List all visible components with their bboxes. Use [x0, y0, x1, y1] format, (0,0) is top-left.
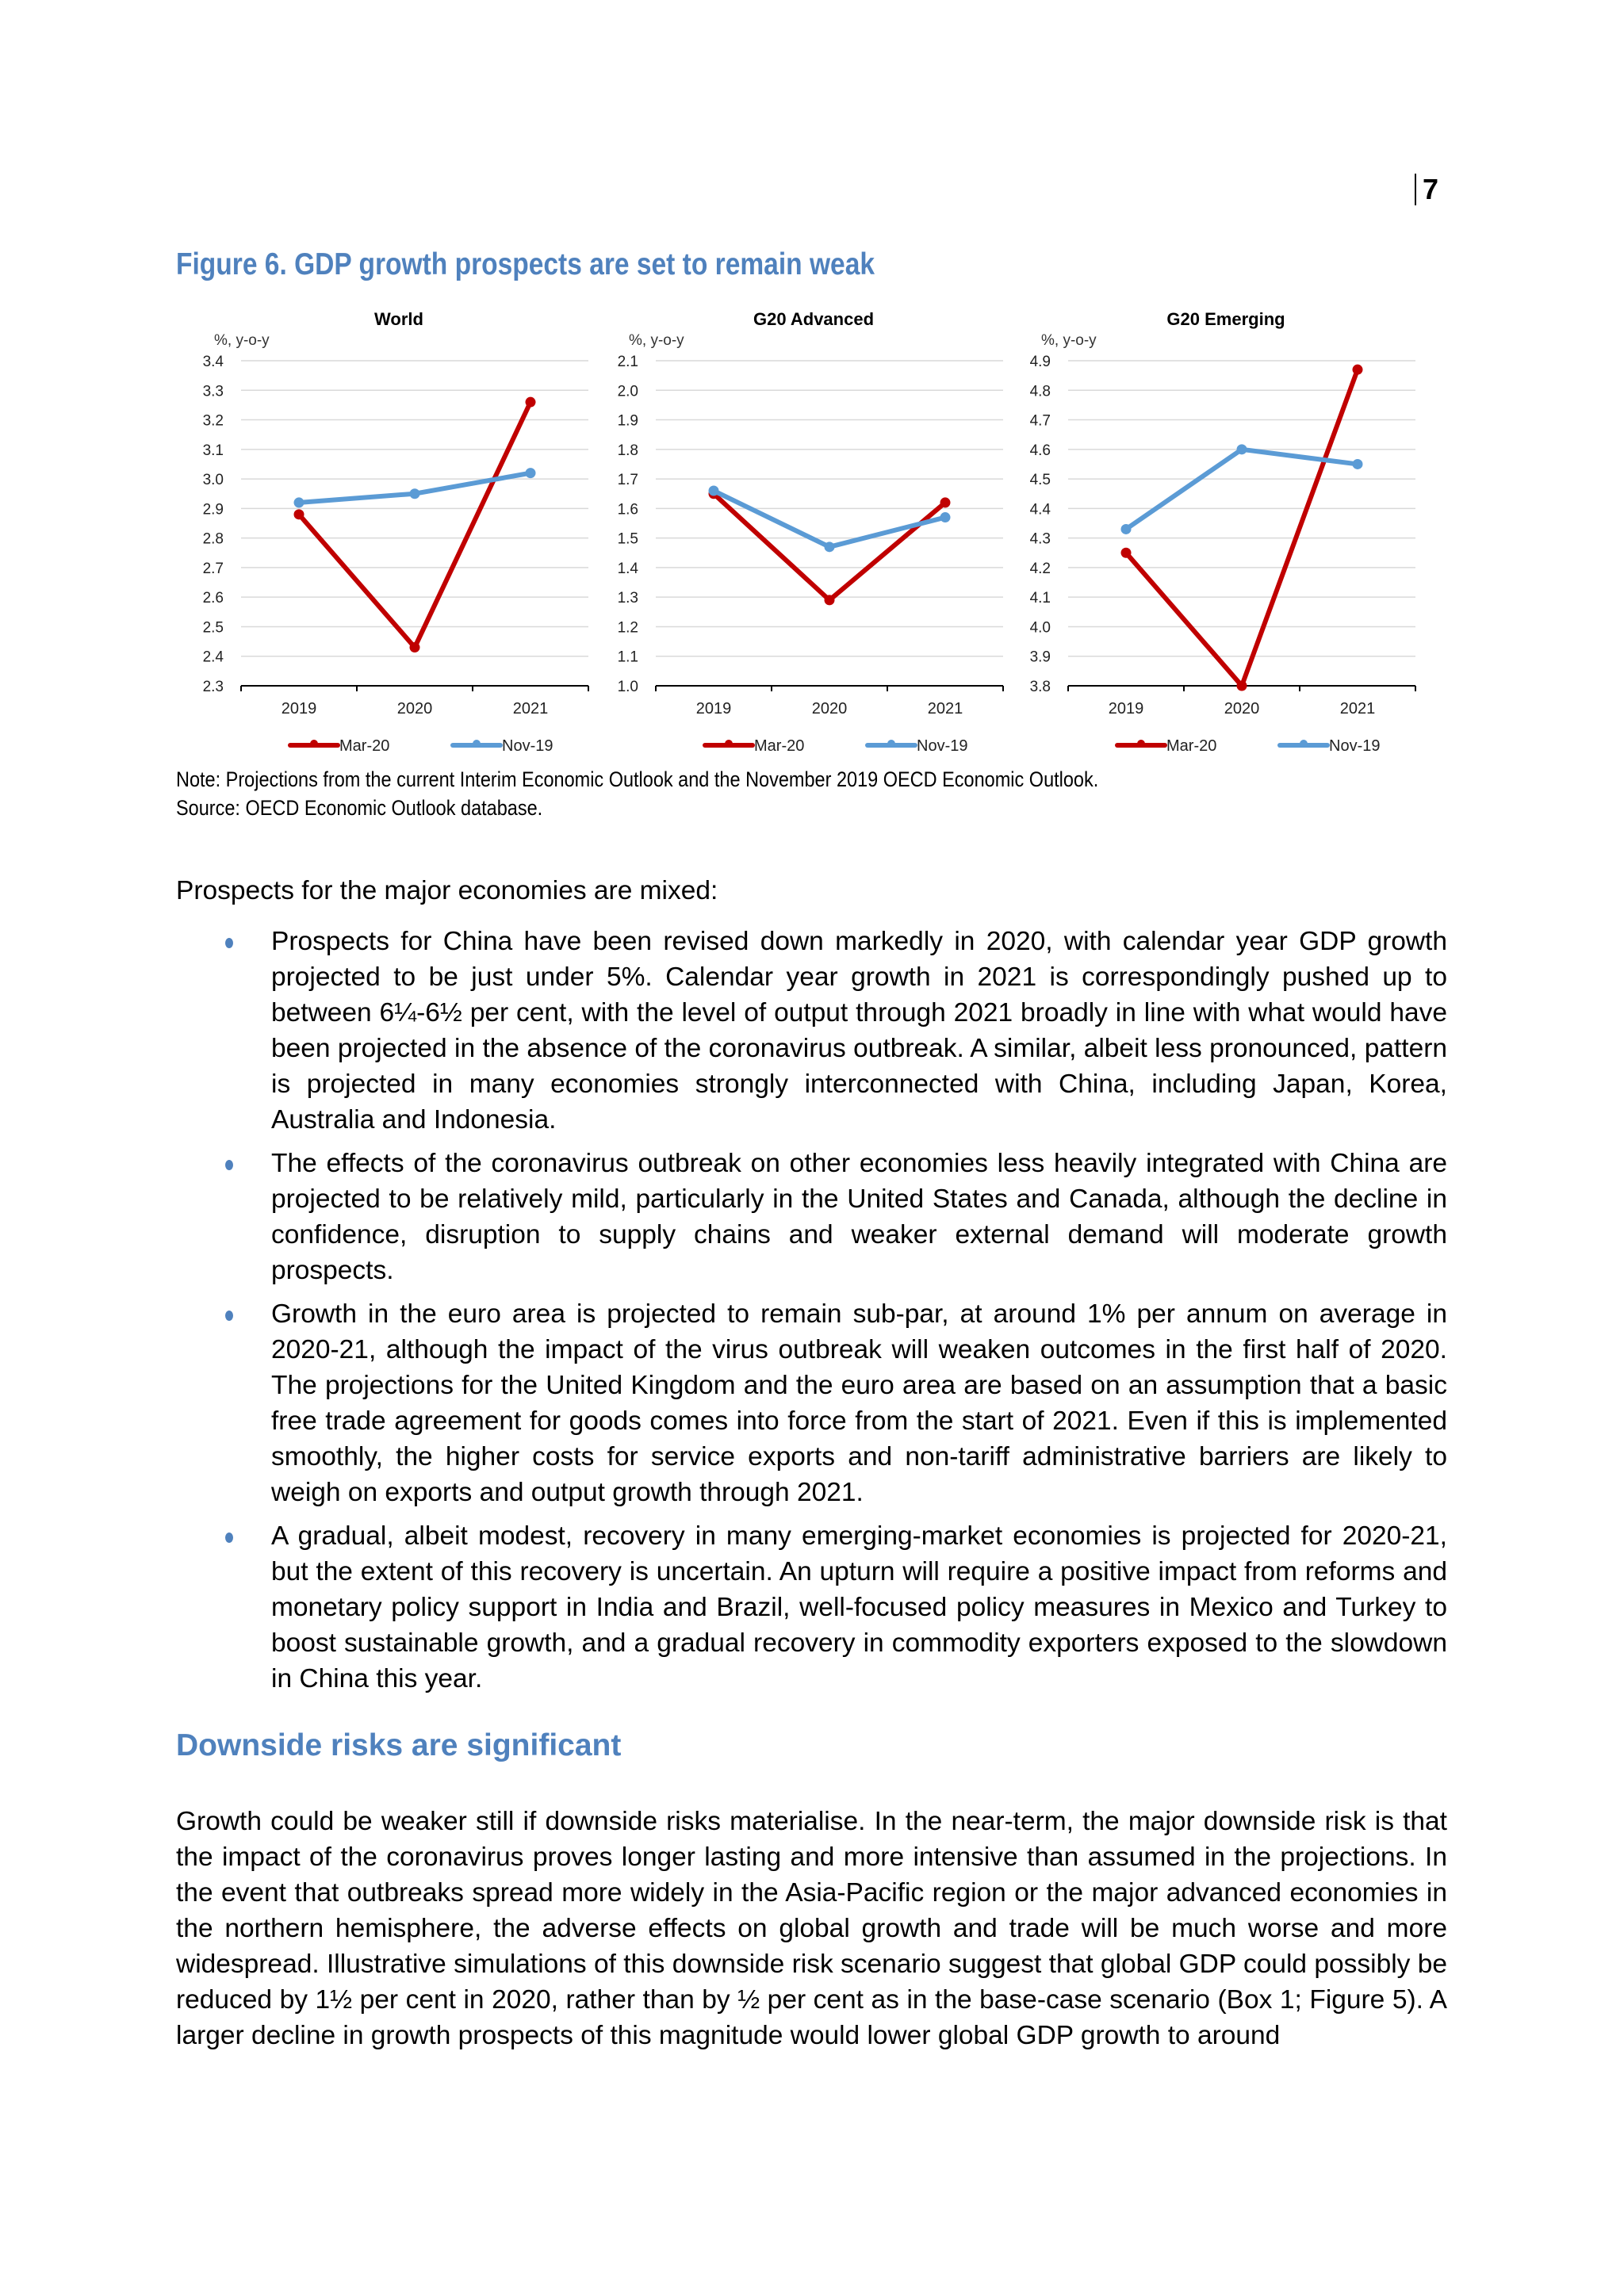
data-point-marker — [526, 397, 536, 408]
y-tick-label: 2.7 — [202, 560, 224, 577]
page-number — [1415, 173, 1438, 206]
chart-title: G20 Emerging — [1166, 309, 1285, 329]
y-tick-label: 2.6 — [202, 590, 224, 607]
y-tick-label: 1.7 — [617, 472, 638, 489]
x-tick-label: 2019 — [281, 700, 317, 718]
svg-text:Mar-20: Mar-20 — [754, 737, 805, 755]
y-tick-label: 3.1 — [202, 442, 224, 459]
data-point-marker — [1353, 365, 1363, 375]
y-tick-label: 1.3 — [617, 590, 638, 607]
legend-item-nov-19 — [1280, 737, 1380, 755]
y-tick-label: 2.4 — [202, 649, 224, 666]
legend-item-nov-19 — [868, 737, 967, 755]
bullet-text: Growth in the euro area is projected to remain sub-par, at around 1% per annum on average in 2020-21, although the impact of the virus outbreak will weaken outcomes in the first half of 2020. The projections for the United Kingdom and the euro area are based on an assumption that a basic free trade agreement for goods comes into force from the start of 2021. Even if this is implemented smoothly, the higher costs for service exports and non-tariff administrative barriers are likely to weigh on exports and output growth through 2021. — [271, 1299, 1447, 1507]
y-tick-label: 4.4 — [1029, 501, 1051, 519]
y-tick-label: 1.1 — [617, 649, 638, 666]
y-tick-label: 4.7 — [1029, 412, 1051, 430]
svg-text:Nov-19: Nov-19 — [917, 737, 968, 755]
bullet-dot-icon — [225, 938, 233, 948]
bullet-text: Prospects for China have been revised down markedly in 2020, with calendar year GDP growth projected to be just under 5%. Calendar year growth in 2021 is correspondingly pushed up to between 6¼-6½ per cent, with the level of output through 2021 broadly in line with what would have been projected in the absence of the coronavirus outbreak. A similar, albeit less pronounced, pattern is projected in many economies strongly interconnected with China, including Japan, Korea, Australia and Indonesia. — [271, 927, 1447, 1135]
y-tick-label: 4.5 — [1029, 472, 1051, 489]
x-tick-label: 2021 — [927, 700, 963, 718]
page-number-value: 7 — [1423, 173, 1439, 205]
svg-text:Nov-19: Nov-19 — [502, 737, 553, 755]
y-tick-label: 4.3 — [1029, 530, 1051, 548]
data-point-marker — [526, 468, 536, 478]
data-point-marker — [825, 595, 835, 605]
chart-g20-emerging — [1003, 301, 1431, 755]
y-tick-label: 1.5 — [617, 530, 638, 548]
data-point-marker — [940, 497, 951, 507]
chart-title: G20 Advanced — [753, 309, 875, 329]
bullet-item — [176, 1296, 1447, 1510]
data-point-marker — [1353, 459, 1363, 469]
y-tick-label: 4.1 — [1029, 590, 1051, 607]
y-tick-label: 1.0 — [617, 679, 638, 695]
y-tick-label: 1.2 — [617, 619, 638, 637]
x-tick-label: 2019 — [1108, 700, 1144, 718]
data-point-marker — [940, 512, 951, 522]
legend-item-mar-20 — [1117, 737, 1216, 755]
x-tick-label: 2021 — [512, 700, 549, 718]
figure-note: Note: Projections from the current Interim Economic Outlook and the November 2019 OECD Economic Outlook. — [176, 767, 1099, 791]
bullet-text: A gradual, albeit modest, recovery in many emerging-market economies is projected for 2020-21, but the extent of this recovery is uncertain. An upturn will require a positive impact from reforms and monetary policy support in India and Brazil, well-focused policy measures in Mexico and Turkey to boost sustainable growth, and a gradual recovery in commodity exporters exposed to the slowdown in China this year. — [271, 1521, 1447, 1693]
y-axis-label: %, y-o-y — [1041, 332, 1097, 349]
data-point-marker — [1121, 548, 1132, 558]
data-point-marker — [1237, 681, 1247, 691]
y-axis-label: %, y-o-y — [629, 332, 684, 349]
y-tick-label: 4.0 — [1029, 619, 1051, 637]
y-tick-label: 3.9 — [1029, 649, 1051, 666]
data-point-marker — [709, 486, 719, 496]
x-tick-label: 2020 — [396, 700, 433, 718]
legend-item-nov-19 — [453, 737, 553, 755]
y-tick-label: 2.0 — [617, 383, 638, 400]
data-point-marker — [1237, 444, 1247, 454]
chart-world — [176, 301, 604, 755]
y-tick-label: 3.8 — [1029, 679, 1051, 695]
series-line-mar-20 — [1126, 369, 1358, 686]
line-chart-svg — [1003, 301, 1431, 755]
y-tick-label: 3.4 — [202, 354, 224, 370]
y-tick-label: 1.4 — [617, 560, 638, 577]
page-number-divider — [1415, 174, 1416, 205]
svg-text:Nov-19: Nov-19 — [1329, 737, 1381, 755]
y-tick-label: 3.3 — [202, 383, 224, 400]
data-point-marker — [294, 497, 304, 507]
y-tick-label: 4.8 — [1029, 383, 1051, 400]
bullet-dot-icon — [225, 1160, 233, 1170]
intro-paragraph: Prospects for the major economies are mixed: — [176, 876, 718, 905]
data-point-marker — [825, 541, 835, 552]
series-line-nov-19 — [1126, 450, 1358, 530]
data-point-marker — [410, 642, 420, 652]
x-tick-label: 2019 — [695, 700, 732, 718]
y-tick-label: 2.3 — [202, 679, 224, 695]
x-tick-label: 2020 — [1224, 700, 1260, 718]
section-paragraph: Growth could be weaker still if downside risks materialise. In the near-term, the major downside risk is that the impact of the coronavirus proves longer lasting and more intensive than assumed in the projections. In the event that outbreaks spread more widely in the Asia-Pacific region or the major advanced economies in the northern hemisphere, the adverse effects on global growth and trade will be much worse and more widespread. Illustrative simulations of this downside risk scenario suggest that global GDP could possibly be reduced by 1½ per cent in 2020, rather than by ½ per cent as in the base-case scenario (Box 1; Figure 5). A larger decline in growth prospects of this magnitude would lower global GDP growth to around — [176, 1807, 1447, 2050]
y-tick-label: 3.0 — [202, 472, 224, 489]
figure-title: Figure 6. GDP growth prospects are set to remain weak — [176, 247, 875, 281]
line-chart-svg — [176, 301, 604, 755]
bullet-item — [176, 1146, 1447, 1288]
section-heading: Downside risks are significant — [176, 1728, 622, 1762]
data-point-marker — [294, 509, 304, 519]
y-tick-label: 4.6 — [1029, 442, 1051, 459]
y-tick-label: 2.1 — [617, 354, 638, 370]
data-point-marker — [1121, 524, 1132, 534]
legend-item-mar-20 — [290, 737, 389, 755]
svg-text:Mar-20: Mar-20 — [1166, 737, 1217, 755]
bullet-list — [176, 924, 1447, 1705]
chart-title: World — [374, 309, 423, 329]
svg-text:Mar-20: Mar-20 — [339, 737, 390, 755]
x-tick-label: 2020 — [811, 700, 848, 718]
bullet-dot-icon — [225, 1533, 233, 1543]
bullet-text: The effects of the coronavirus outbreak on other economies less heavily integrated with China are projected to be relatively mild, particularly in the United States and Canada, although the decline in confidence, disruption to supply chains and weaker external demand will moderate growth prospects. — [271, 1149, 1447, 1285]
x-tick-label: 2021 — [1339, 700, 1376, 718]
figure-source: Source: OECD Economic Outlook database. — [176, 796, 543, 820]
y-tick-label: 2.5 — [202, 619, 224, 637]
y-tick-label: 4.9 — [1029, 354, 1051, 370]
y-tick-label: 4.2 — [1029, 560, 1051, 577]
y-tick-label: 2.9 — [202, 501, 224, 519]
bullet-item — [176, 1518, 1447, 1697]
line-chart-svg — [591, 301, 1019, 755]
y-tick-label: 1.9 — [617, 412, 638, 430]
legend-item-mar-20 — [705, 737, 804, 755]
y-tick-label: 1.8 — [617, 442, 638, 459]
chart-g20-advanced — [591, 301, 1019, 755]
y-axis-label: %, y-o-y — [214, 332, 270, 349]
bullet-dot-icon — [225, 1311, 233, 1321]
data-point-marker — [410, 488, 420, 499]
y-tick-label: 3.2 — [202, 412, 224, 430]
bullet-item — [176, 924, 1447, 1138]
y-tick-label: 2.8 — [202, 530, 224, 548]
y-tick-label: 1.6 — [617, 501, 638, 519]
series-line-mar-20 — [299, 402, 530, 647]
